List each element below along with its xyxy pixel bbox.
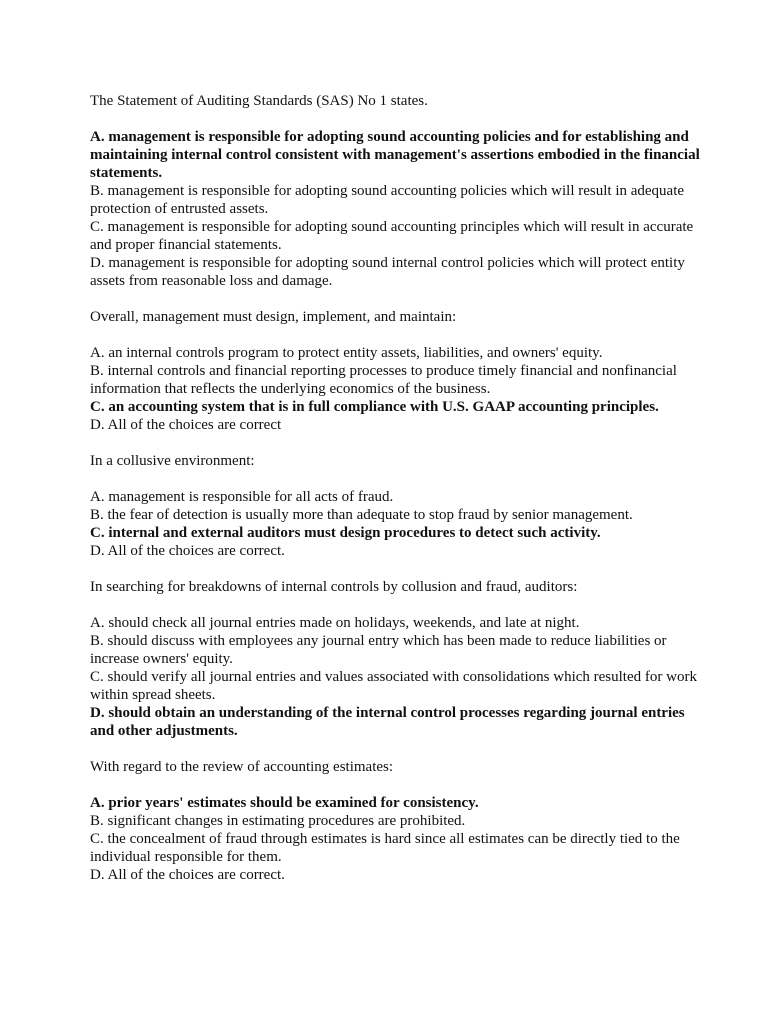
answer-options	[90, 794, 708, 884]
question-5	[90, 758, 708, 884]
option-b: B. should discuss with employees any journal entry which has been made to reduce liabilities or increase owners' equity.	[90, 633, 667, 667]
option-d: D. All of the choices are correct.	[90, 867, 285, 883]
option-c: C. the concealment of fraud through estimates is hard since all estimates can be directly tied to the individual responsible for them.	[90, 831, 680, 865]
question-1	[90, 92, 708, 290]
option-a: A. prior years' estimates should be examined for consistency.	[90, 795, 479, 811]
answer-options	[90, 614, 708, 740]
option-c: C. management is responsible for adopting sound accounting principles which will result in accurate and proper financial statements.	[90, 219, 694, 253]
question-stem: In searching for breakdowns of internal controls by collusion and fraud, auditors:	[90, 579, 578, 595]
option-a: A. management is responsible for all acts of fraud.	[90, 489, 394, 505]
question-2	[90, 308, 708, 434]
option-c: C. internal and external auditors must design procedures to detect such activity.	[90, 525, 601, 541]
option-b: B. internal controls and financial reporting processes to produce timely financial and nonfinancial information that reflects the underlying economics of the business.	[90, 363, 677, 397]
question-stem: The Statement of Auditing Standards (SAS) No 1 states.	[90, 93, 428, 109]
question-stem: With regard to the review of accounting estimates:	[90, 759, 394, 775]
option-b: B. significant changes in estimating procedures are prohibited.	[90, 813, 466, 829]
question-4	[90, 578, 708, 740]
option-c: C. an accounting system that is in full compliance with U.S. GAAP accounting principles.	[90, 399, 659, 415]
option-a: A. an internal controls program to protect entity assets, liabilities, and owners' equity.	[90, 345, 603, 361]
question-stem: In a collusive environment:	[90, 453, 255, 469]
option-c: C. should verify all journal entries and values associated with consolidations which resulted for work within spread sheets.	[90, 669, 697, 703]
option-a: A. management is responsible for adopting sound accounting policies and for establishing and maintaining internal control consistent with management's assertions embodied in the financial statements.	[90, 129, 700, 181]
question-stem: Overall, management must design, implement, and maintain:	[90, 309, 457, 325]
option-b: B. management is responsible for adopting sound accounting policies which will result in adequate protection of entrusted assets.	[90, 183, 685, 217]
option-b: B. the fear of detection is usually more than adequate to stop fraud by senior management.	[90, 507, 633, 523]
question-3	[90, 452, 708, 560]
option-d: D. All of the choices are correct	[90, 417, 282, 433]
option-d: D. management is responsible for adopting sound internal control policies which will protect entity assets from reasonable loss and damage.	[90, 255, 685, 289]
option-d: D. All of the choices are correct.	[90, 543, 285, 559]
answer-options	[90, 344, 708, 434]
answer-options	[90, 488, 708, 560]
option-d: D. should obtain an understanding of the internal control processes regarding journal entries and other adjustments.	[90, 705, 685, 739]
option-a: A. should check all journal entries made on holidays, weekends, and late at night.	[90, 615, 580, 631]
answer-options	[90, 128, 708, 290]
